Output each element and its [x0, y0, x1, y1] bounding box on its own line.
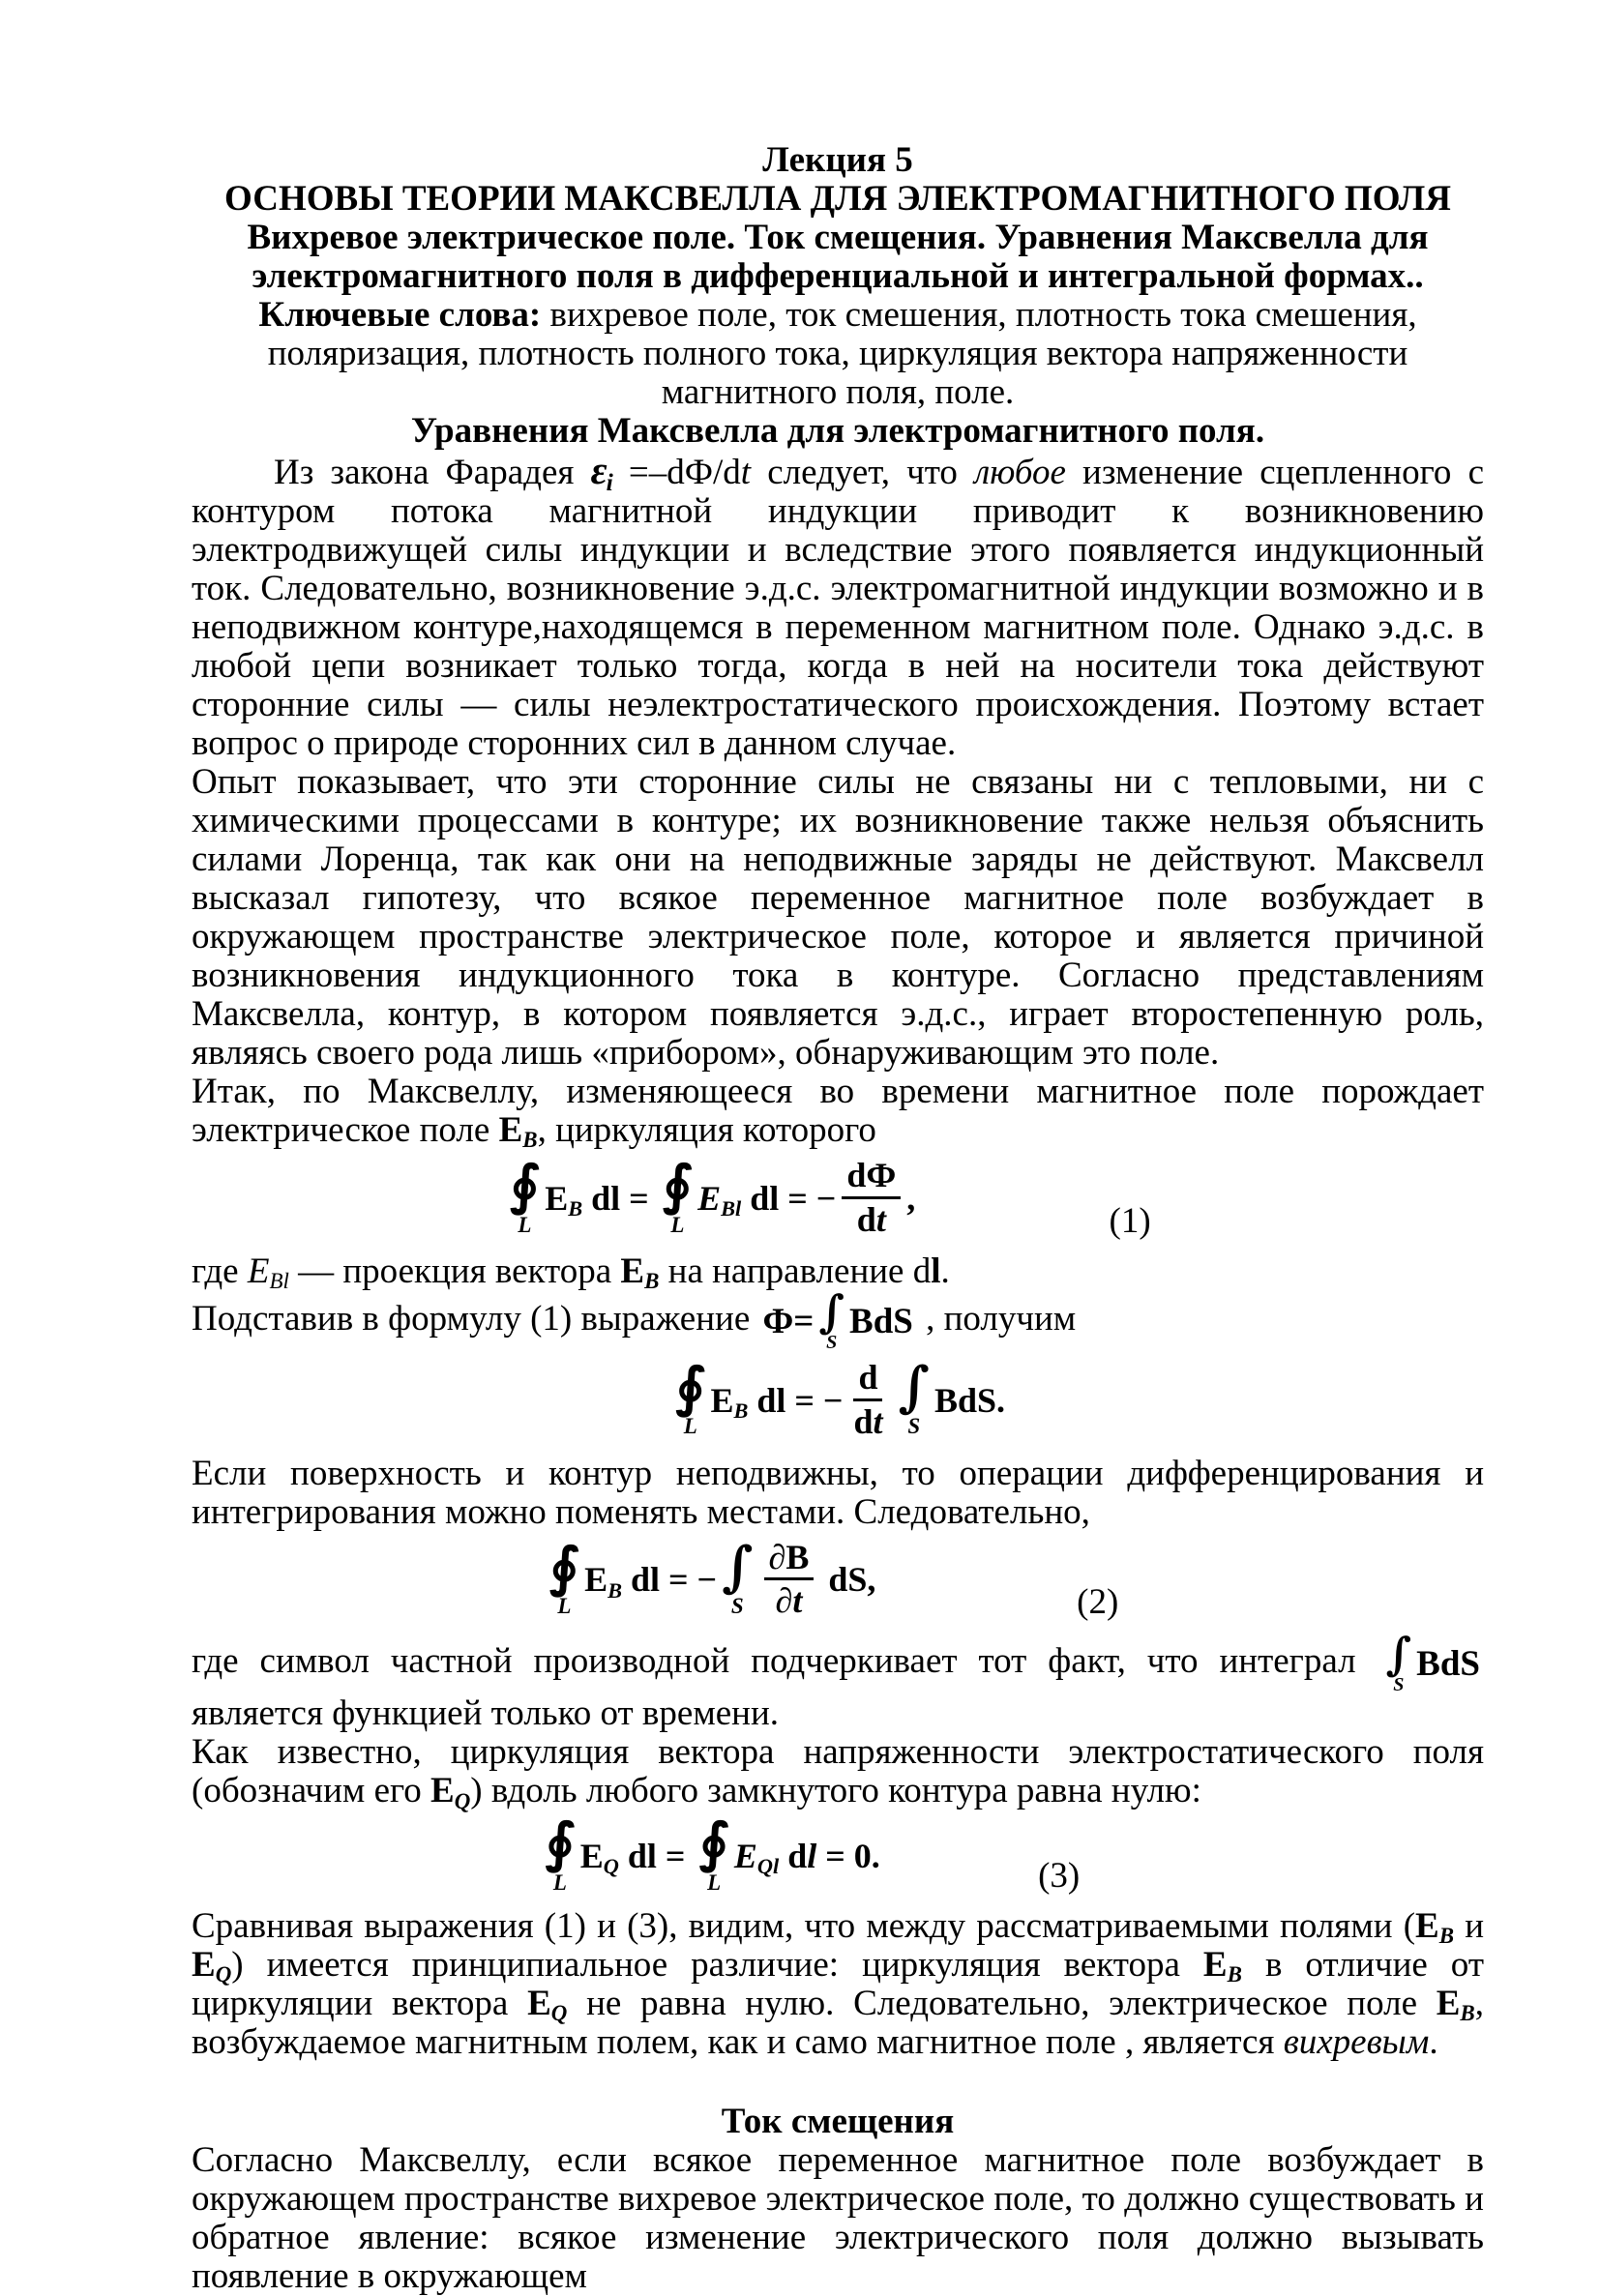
keywords-text: вихревое поле, ток смешения, плотность тока смешения, поляризация, плотность полного тока, циркуляция вектора напряженности магнитного поля, поле.	[267, 295, 1417, 412]
formula-electrostatic-zero: ∮ L EQ dl = ∮ L EQl d l = 0.	[545, 1810, 880, 1895]
paragraph-substitute: Подставив в формулу (1) выражение Ф = ∫ S B d S , получим	[192, 1284, 1077, 1353]
equation-number-1: (1)	[1109, 1200, 1151, 1241]
subtitle: Вихревое электрическое поле. Ток смещения. Уравнения Максвелла для электромагнитного поля в дифференциальной и интегральной формах..	[247, 218, 1429, 296]
paragraph-displacement-current: Согласно Максвеллу, если всякое переменное магнитное поле возбуждает в окружающем пространстве вихревое электрическое поле, то должно существовать и обратное явление: всякое изменение электрического поля должно вызывать появление в окружающем	[192, 2139, 1484, 2296]
formula-ddt-integral: ∮ L EB dl = − $\frac{d}{dt}$ ∫ S B d S .	[674, 1354, 1006, 1441]
equation-block-2	[192, 1534, 1484, 1623]
section-heading-maxwell: Уравнения Максвелла для электромагнитного поля.	[410, 411, 1265, 451]
section-heading-displacement-current: Ток смещения	[721, 2101, 955, 2141]
paragraph-partial-note: где символ частной производной подчеркивает тот факт, что интеграл ∫ S B d S является функцией только от времени.	[192, 1628, 1480, 1734]
equation-number-3: (3)	[1038, 1855, 1081, 1896]
paragraph-projection: где EBl — проекция вектора EB на направление dl.	[192, 1251, 950, 1294]
keywords-label: Ключевые слова:	[258, 295, 542, 335]
equation-block-3	[192, 1810, 1484, 1896]
equation-block-unnumbered	[192, 1354, 1484, 1441]
equation-block-1	[192, 1153, 1484, 1241]
inline-formula-fPhi: Ф = ∫ S B d S	[762, 1284, 913, 1353]
formula-partial-derivative: ∮ L EB dl = − ∫ S $\frac{\partial B}{\partial t}$ d S ,	[548, 1534, 876, 1621]
paragraph-electrostatic: Как известно, циркуляция вектора напряженности электростатического поля (обозначим его EQ) вдоль любого замкнутого контура равна нулю:	[192, 1732, 1484, 1813]
main-title: ОСНОВЫ ТЕОРИИ МАКСВЕЛЛА ДЛЯ ЭЛЕКТРОМАГНИТНОГО ПОЛЯ	[224, 179, 1451, 219]
paragraph-faraday-law: Из закона Фарадея εi =–dФ/dt следует, что любое изменение сцепленного с контуром потока магнитной индукции приводит к возникновению электродвижущей силы индукции и вследствие этого появляется индукционный ток. Следовательно, возникновение э.д.с. электромагнитной индукции возможно и в неподвижном контуре,находящемся в переменном магнитном поле. Однако э.д.с. в любой цепи возникает только тогда, когда в ней на носители тока действуют сторонние силы — силы неэлектростатического происхождения. Поэтому встает вопрос о природе сторонних сил в данном случае.	[192, 448, 1484, 763]
paragraph-compare-fields: Сравнивая выражения (1) и (3), видим, что между рассматриваемыми полями (EB и EQ) имеется принципиальное различие: циркуляция вектора EB в отличие от циркуляции вектора EQ не равна нулю. Следовательно, электрическое поле EB, возбуждаемое магнитным полем, как и само магнитное поле , является вихревым.	[192, 1905, 1484, 2062]
paragraph-experiment: Опыт показывает, что эти сторонние силы не связаны ни с тепловыми, ни с химическими процессами в контуре; их возникновение также нельзя объяснить силами Лоренца, так как они на неподвижные заряды не действуют. Максвелл высказал гипотезу, что всякое переменное магнитное поле возбуждает в окружающем пространстве электрическое поле, которое и является причиной возникновения индукционного тока в контуре. Согласно представлениям Максвелла, контур, в котором появляется э.д.с., играет второстепенную роль, являясь своего рода лишь «прибором», обнаруживающим это поле.	[192, 762, 1484, 1073]
keywords-line	[192, 296, 1484, 412]
paragraph-maxwell-field: Итак, по Максвеллу, изменяющееся во времени магнитное поле порождает электрическое поле EB, циркуляция которого	[192, 1072, 1484, 1153]
inline-formula-fBdS: ∫ S B d S	[1385, 1628, 1480, 1696]
formula-circulation-eb: ∮ L EB dl = ∮ L EBl dl = − $\frac{dФ}{dt}$ ,	[509, 1153, 916, 1239]
lecture-number-heading: Лекция 5	[762, 140, 913, 180]
paragraph-surface-fixed: Если поверхность и контур неподвижны, то операции дифференцирования и интегрирования можно поменять местами. Следовательно,	[192, 1453, 1484, 1532]
equation-number-2: (2)	[1077, 1582, 1119, 1623]
